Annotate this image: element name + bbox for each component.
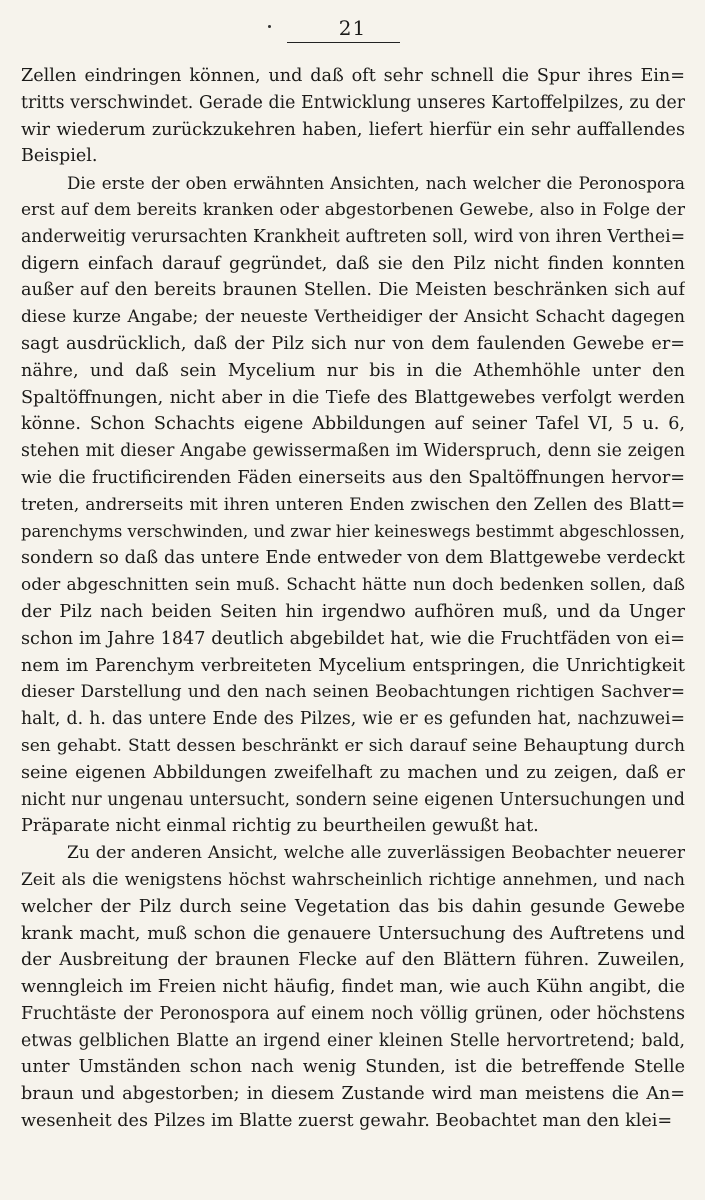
text-line: wesenheit des Pilzes im Blatte zuerst gewahr. Beobachtet man den klei=	[21, 1111, 673, 1132]
text-line: nicht nur ungenau untersucht, sondern seine eigenen Untersuchungen und	[21, 789, 685, 810]
text-line: Beispiel.	[21, 146, 98, 167]
text-line: diese kurze Angabe; der neueste Vertheidiger der Ansicht Schacht dagegen	[21, 307, 685, 328]
text-line: sondern so daß das untere Ende entweder von dem Blattgewebe verdeckt	[21, 548, 685, 569]
text-line: wir wiederum zurückzukehren haben, liefert hierfür ein sehr auffallendes	[21, 119, 685, 140]
text-line: Zellen eindringen können, und daß oft sehr schnell die Spur ihres Ein=	[21, 66, 685, 86]
body-text	[21, 63, 685, 1135]
paragraph	[21, 840, 685, 1135]
text-line: treten, andrerseits mit ihren unteren Enden zwischen den Zellen des Blatt=	[21, 494, 685, 515]
text-line: außer auf den bereits braunen Stellen. Die Meisten beschränken sich auf	[21, 280, 685, 301]
text-line: etwas gelblichen Blatte an irgend einer kleinen Stelle hervortretend; bald,	[21, 1030, 685, 1051]
text-line: oder abgeschnitten sein muß. Schacht hätte nun doch bedenken sollen, daß	[21, 575, 685, 596]
text-line: sen gehabt. Statt dessen beschränkt er sich darauf seine Behauptung durch	[21, 735, 685, 756]
paragraph	[21, 170, 685, 840]
text-line: unter Umständen schon nach wenig Stunden, ist die betreffende Stelle	[21, 1057, 685, 1078]
text-line: stehen mit dieser Angabe gewissermaßen im Widerspruch, denn sie zeigen	[21, 441, 685, 462]
text-line: digern einfach darauf gegründet, daß sie den Pilz nicht finden konnten	[21, 253, 685, 274]
text-line: Die erste der oben erwähnten Ansichten, nach welcher die Peronospora	[67, 173, 685, 194]
text-line: der Ausbreitung der braunen Flecke auf den Blättern führen. Zuweilen,	[21, 950, 685, 971]
text-line: krank macht, muß schon die genauere Untersuchung des Auftretens und	[21, 923, 685, 944]
header-rule	[287, 42, 400, 43]
text-line: braun und abgestorben; in diesem Zustande wird man meistens die An=	[21, 1084, 685, 1105]
paragraph	[21, 63, 685, 170]
text-line: sagt ausdrücklich, daß der Pilz sich nur von dem faulenden Gewebe er=	[21, 333, 685, 354]
page-number: 21	[338, 16, 367, 40]
text-line: dieser Darstellung und den nach seinen Beobachtungen richtigen Sachver=	[21, 682, 685, 703]
text-line: Spaltöffnungen, nicht aber in die Tiefe des Blattgewebes verfolgt werden	[21, 387, 685, 408]
text-line: halt, d. h. das untere Ende des Pilzes, wie er es gefunden hat, nachzuwei=	[21, 709, 685, 730]
text-line: Präparate nicht einmal richtig zu beurtheilen gewußt hat.	[21, 816, 539, 837]
text-line: der Pilz nach beiden Seiten hin irgendwo aufhören muß, und da Unger	[21, 601, 685, 622]
text-line: schon im Jahre 1847 deutlich abgebildet hat, wie die Fruchtfäden von ei=	[21, 628, 685, 649]
text-line: erst auf dem bereits kranken oder abgestorbenen Gewebe, also in Folge der	[21, 199, 685, 220]
text-line: seine eigenen Abbildungen zweifelhaft zu machen und zu zeigen, daß er	[21, 762, 685, 783]
text-line: nem im Parenchym verbreiteten Mycelium entspringen, die Unrichtigkeit	[21, 655, 685, 676]
text-line: anderweitig verursachten Krankheit auftreten soll, wird von ihren Verthei=	[21, 226, 685, 247]
text-line: nähre, und daß sein Mycelium nur bis in die Athemhöhle unter den	[21, 360, 685, 381]
text-line: Fruchtäste der Peronospora auf einem noch völlig grünen, oder höchstens	[21, 1003, 685, 1024]
text-line: wenngleich im Freien nicht häufig, findet man, wie auch Kühn angibt, die	[21, 977, 685, 998]
text-line: tritts verschwindet. Gerade die Entwicklung unseres Kartoffelpilzes, zu der	[21, 92, 685, 113]
text-line: wie die fructificirenden Fäden einerseits aus den Spaltöffnungen hervor=	[21, 467, 685, 488]
text-line: parenchyms verschwinden, und zwar hier keineswegs bestimmt abgeschlossen,	[21, 521, 685, 541]
text-line: könne. Schon Schachts eigene Abbildungen auf seiner Tafel VI, 5 u. 6,	[21, 414, 685, 435]
text-line: welcher der Pilz durch seine Vegetation das bis dahin gesunde Gewebe	[21, 896, 685, 917]
text-line: Zeit als die wenigstens höchst wahrscheinlich richtige annehmen, und nach	[21, 869, 685, 890]
text-line: Zu der anderen Ansicht, welche alle zuverlässigen Beobachter neuerer	[67, 843, 685, 864]
